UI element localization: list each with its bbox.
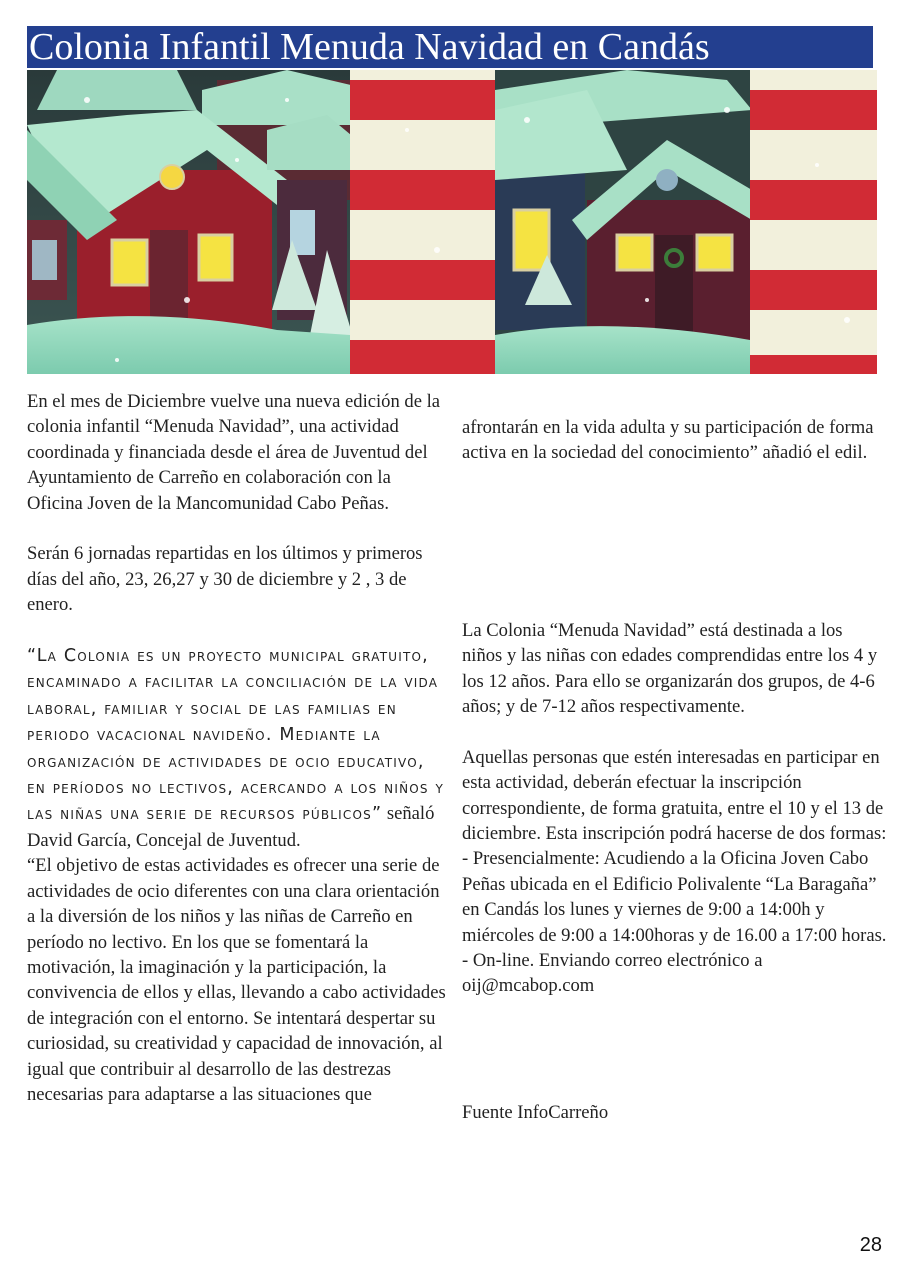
quote-paragraph (27, 643, 447, 853)
page-number: 28 (859, 1234, 882, 1256)
intro-paragraph: En el mes de Diciembre vuelve una nueva edición de la colonia infantil “Menuda Navidad”, una actividad coordinada y financiada desde el área de Juventud del Ayuntamiento de Carreño en colaboración con la Oficina Joven de la Mancomunidad Cabo Peñas. (27, 391, 441, 514)
source-line: Fuente InfoCarreño (462, 1101, 609, 1123)
objective-paragraph: “El objetivo de estas actividades es ofrecer una serie de actividades de ocio diferentes con una clara orientación a la diversión de los niños y las niñas de Carreño en período no lectivo. En los que se fomentará la motivación, la imaginación y la participación, la convivencia de ellos y ellas, llevando a cabo actividades de integración con el entorno. Se intentará despertar su curiosidad, su creatividad y capacidad de innovación, al igual que contribuir al desarrollo de las destrezas necesarias para adaptarse a las situaciones que (27, 855, 446, 1105)
quote-attribution: señaló David García, Concejal de Juventud. (27, 803, 435, 851)
quote-text: “La Colonia es un proyecto municipal gratuito, encaminado a facilitar la conciliación de la vida laboral, familiar y social de las familias en periodo vacacional navideño. Mediante la organización de actividades de ocio educativo, en períodos no lectivos, acercando a los niños y las niñas una serie de recursos públicos” (27, 646, 445, 825)
audience-paragraph: La Colonia “Menuda Navidad” está destinada a los niños y las niñas con edades comprendidas entre los 4 y los 12 años. Para ello se organizarán dos grupos, de 4-6 años; y de 7-12 años respectivamente. (462, 619, 878, 718)
page-title: Colonia Infantil Menuda Navidad en Candás (27, 26, 873, 68)
continuation-paragraph: afrontarán en la vida adulta y su participación de forma activa en la sociedad del conocimiento” añadió el edil. (462, 417, 874, 464)
left-column (27, 389, 447, 1107)
right-column (462, 415, 887, 1125)
in-person-paragraph: - Presencialmente: Acudiendo a la Oficina Joven Cabo Peñas ubicada en el Edificio Polivalente “La Baragaña” en Candás los lunes y viernes de 9:00 a 14:00h y miércoles de 9:00 a 14:00horas y de 16.00 a 17:00 horas. (462, 848, 887, 946)
registration-paragraph: Aquellas personas que estén interesadas en participar en esta actividad, deberán efectuar la inscripción correspondiente, de forma gratuita, entre el 10 y el 13 de diciembre. Esta inscripción podrá hacerse de dos formas: (462, 746, 887, 845)
christmas-village-image (27, 70, 877, 374)
online-paragraph: - On-line. Enviando correo electrónico a oij@mcabop.com (462, 950, 763, 997)
dates-paragraph: Serán 6 jornadas repartidas en los últimos y primeros días del año, 23, 26,27 y 30 de diciembre y 2 , 3 de enero. (27, 543, 423, 616)
